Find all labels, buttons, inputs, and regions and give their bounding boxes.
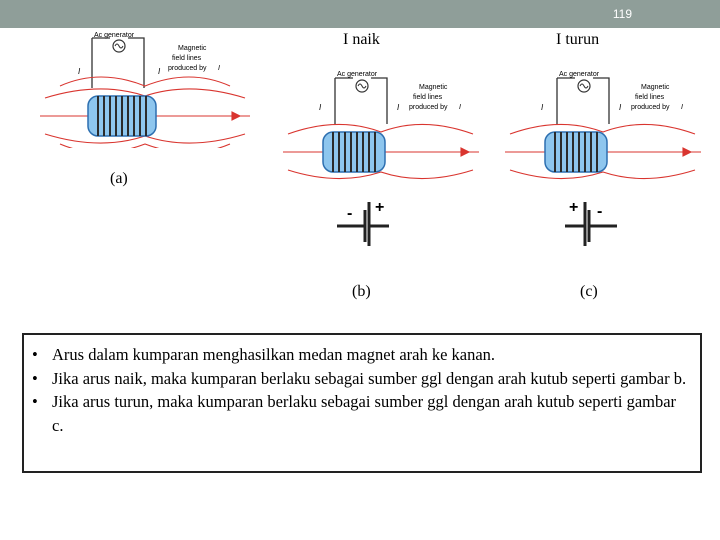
- fig-a-field-label-3: produced by: [168, 65, 207, 72]
- fig-b-field-label-2: field lines: [413, 94, 443, 101]
- battery-b-right-sign: +: [375, 199, 385, 216]
- label-b: (b): [352, 283, 371, 300]
- fig-b-field-label-3: produced by: [409, 104, 448, 111]
- fig-a-field-label-4: I: [218, 65, 220, 72]
- label-c: (c): [580, 283, 598, 300]
- bullet-text-3: Jika arus turun, maka kumparan berlaku sebagai sumber ggl dengan arah kutub seperti gambar c.: [52, 392, 677, 435]
- battery-c-right-sign: -: [597, 203, 603, 220]
- label-a: (a): [110, 170, 128, 187]
- battery-c-left-sign: +: [569, 199, 579, 216]
- list-item: [32, 367, 690, 391]
- battery-b: [335, 196, 391, 248]
- list-item: [32, 390, 690, 437]
- fig-a-generator-label: Ac generator: [94, 32, 135, 39]
- list-item: [32, 343, 690, 367]
- fig-c-current-right: I: [619, 103, 622, 112]
- bullet-marker: •: [32, 368, 38, 388]
- heading-i-naik: I naik: [343, 31, 380, 48]
- explanation-box: [22, 333, 702, 473]
- fig-a-current-left: I: [78, 67, 81, 76]
- heading-i-turun: I turun: [556, 31, 600, 48]
- fig-c-current-left: I: [541, 103, 544, 112]
- figure-b-coil: [283, 64, 479, 184]
- bullet-list: [32, 343, 690, 437]
- fig-c-generator-label: Ac generator: [559, 71, 600, 78]
- fig-c-field-label-1: Magnetic: [641, 84, 670, 91]
- fig-c-field-label-3: produced by: [631, 104, 670, 111]
- bullet-marker: •: [32, 392, 38, 411]
- fig-a-current-right: I: [158, 67, 161, 76]
- fig-c-field-label-2: field lines: [635, 94, 665, 101]
- bullet-text-1: Arus dalam kumparan menghasilkan medan magnet arah ke kanan.: [52, 345, 496, 364]
- page-number: 119: [612, 7, 632, 21]
- fig-a-field-label-1: Magnetic: [178, 45, 207, 52]
- fig-a-field-label-2: field lines: [172, 55, 202, 62]
- fig-b-current-left: I: [319, 103, 322, 112]
- fig-b-field-label-1: Magnetic: [419, 84, 448, 91]
- bullet-text-2: Jika arus naik, maka kumparan berlaku sebagai sumber ggl dengan arah kutub seperti gambar b.: [52, 368, 687, 388]
- fig-b-current-right: I: [397, 103, 400, 112]
- figure-c-coil: [505, 64, 701, 184]
- figure-a-coil: [40, 26, 250, 148]
- fig-c-field-label-4: I: [681, 104, 683, 111]
- fig-b-field-label-4: I: [459, 104, 461, 111]
- battery-c: [563, 196, 619, 248]
- bullet-marker: •: [32, 345, 38, 364]
- top-bar: [0, 0, 720, 28]
- battery-b-left-sign: -: [347, 205, 353, 222]
- fig-b-generator-label: Ac generator: [337, 71, 378, 78]
